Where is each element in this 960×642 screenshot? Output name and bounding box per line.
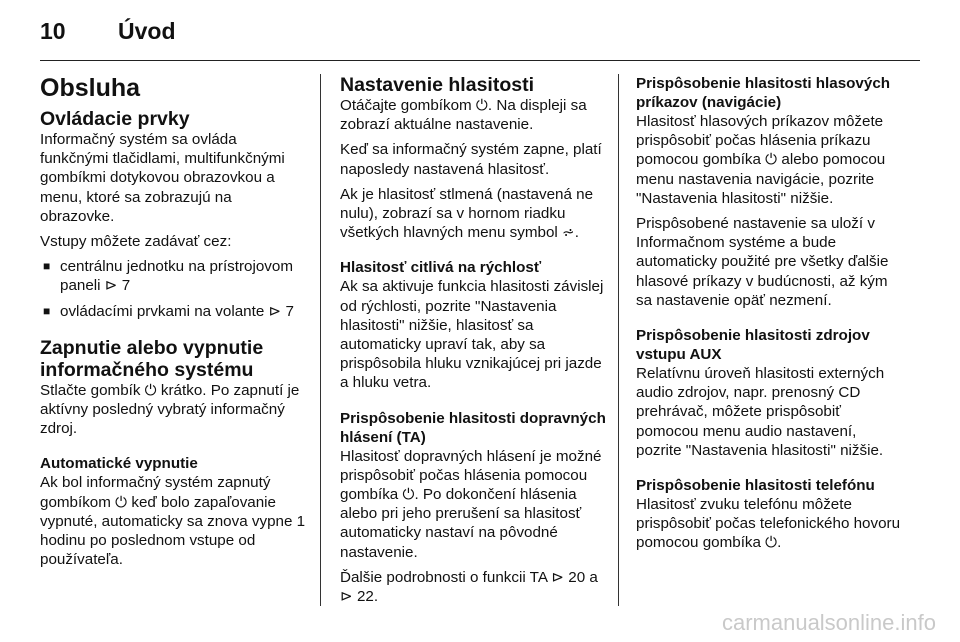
- section-title: Obsluha: [40, 74, 141, 102]
- watermark: carmanualsonline.info: [721, 610, 936, 635]
- column-divider-2: [618, 74, 619, 606]
- column-1: [40, 74, 308, 575]
- aux-volume-title: Prispôsobenie hlasitosti zdrojov vstupu AUX: [636, 327, 870, 364]
- column-2: [340, 74, 608, 612]
- subsection-controls-title: Ovládacie prvky: [40, 108, 190, 130]
- column-divider-1: [320, 74, 321, 606]
- power-paragraph: Stlačte gombík ⏻ krátko. Po zapnutí je aktívny posledný vybratý informačný zdroj.: [40, 381, 300, 438]
- list-item: ■ ovládacími prvkami na volante ⊳ 7: [40, 302, 308, 321]
- volume-paragraph-3: Ak je hlasitosť stlmená (nastavená ne nulu), zobrazí sa v hornom riadku všetkých hlavných menu symbol ⩫.: [340, 185, 594, 242]
- inputs-intro: Vstupy môžete zadávať cez:: [40, 233, 232, 251]
- aux-volume-paragraph: Relatívnu úroveň hlasitosti externých audio zdrojov, napr. prenosný CD prehrávač, môžete prispôsobiť pomocou menu audio nastavení, pozrite "Nastavenia hlasitosti" nižšie.: [636, 365, 885, 459]
- auto-off-paragraph: Ak bol informačný systém zapnutý gombíkom ⏻ keď bolo zapaľovanie vypnuté, automaticky sa znova vypne 1 hodinu po poslednom vstupe od používateľa.: [40, 474, 306, 569]
- volume-title: Nastavenie hlasitosti: [340, 74, 534, 96]
- ta-volume-title: Prispôsobenie hlasitosti dopravných hlásení (TA): [340, 409, 606, 446]
- controls-paragraph: Informačný systém sa ovláda funkčnými tlačidlami, multifunkčnými gombíkmi dotykovou obrazovkou a menu, ktoré sa zobrazujú na obrazovke.: [40, 131, 285, 225]
- ta-reference: Ďalšie podrobnosti o funkcii TA ⊳ 20 a ⊳ 22.: [340, 568, 598, 606]
- volume-paragraph-2: Keď sa informačný systém zapne, platí naposledy nastavená hlasitosť.: [340, 141, 602, 178]
- column-3: [636, 74, 904, 559]
- ta-volume-paragraph: Hlasitosť dopravných hlásení je možné prispôsobiť počas hlásenia pomocou gombíka ⏻. Po dokončení hlásenia alebo pri jeho prerušení sa hlasitosť automaticky nastaví na pôvodné nastavenie.: [340, 447, 602, 561]
- speed-volume-paragraph: Ak sa aktivuje funkcia hlasitosti závislej od rýchlosti, pozrite "Nastavenia hlasitosti" nižšie, hlasitosť sa automaticky upraví tak, aby sa prispôsobila hluku vznikajúcej pri jazde a hluku vetra.: [340, 278, 604, 392]
- list-item: ■ centrálnu jednotku na prístrojovom paneli ⊳ 7: [40, 257, 308, 295]
- phone-volume-title: Prispôsobenie hlasitosti telefónu: [636, 477, 875, 495]
- volume-paragraph-1: Otáčajte gombíkom ⏻. Na displeji sa zobrazí aktuálne nastavenie.: [340, 97, 587, 134]
- chapter-title: Úvod: [118, 18, 176, 44]
- page-header: [40, 18, 176, 45]
- subsection-power-title: Zapnutie alebo vypnutie informačného systému: [40, 336, 264, 381]
- speed-volume-title: Hlasitosť citlivá na rýchlosť: [340, 259, 542, 277]
- page-number: 10: [40, 18, 66, 44]
- auto-off-title: Automatické vypnutie: [40, 455, 198, 473]
- nav-volume-paragraph-2: Prispôsobené nastavenie sa uloží v Informačnom systéme a bude automaticky použité pre všetky ďalšie hlasové príkazy v budúcnosti, až kým sa nastavenie opäť nezmení.: [636, 215, 889, 309]
- inputs-list: [40, 257, 308, 321]
- nav-volume-paragraph-1: Hlasitosť hlasových príkazov môžete prispôsobiť počas hlásenia príkazu pomocou gombíka ⏻ alebo pomocou menu nastavenia navigácie, pozrite "Nastavenia hlasitosti" nižšie.: [636, 113, 886, 207]
- nav-volume-title: Prispôsobenie hlasitosti hlasových príkazov (navigácie): [636, 75, 891, 111]
- header-rule: [40, 60, 920, 61]
- phone-volume-paragraph: Hlasitosť zvuku telefónu môžete prispôsobiť počas telefonického hovoru pomocou gombíka ⏻.: [636, 496, 901, 552]
